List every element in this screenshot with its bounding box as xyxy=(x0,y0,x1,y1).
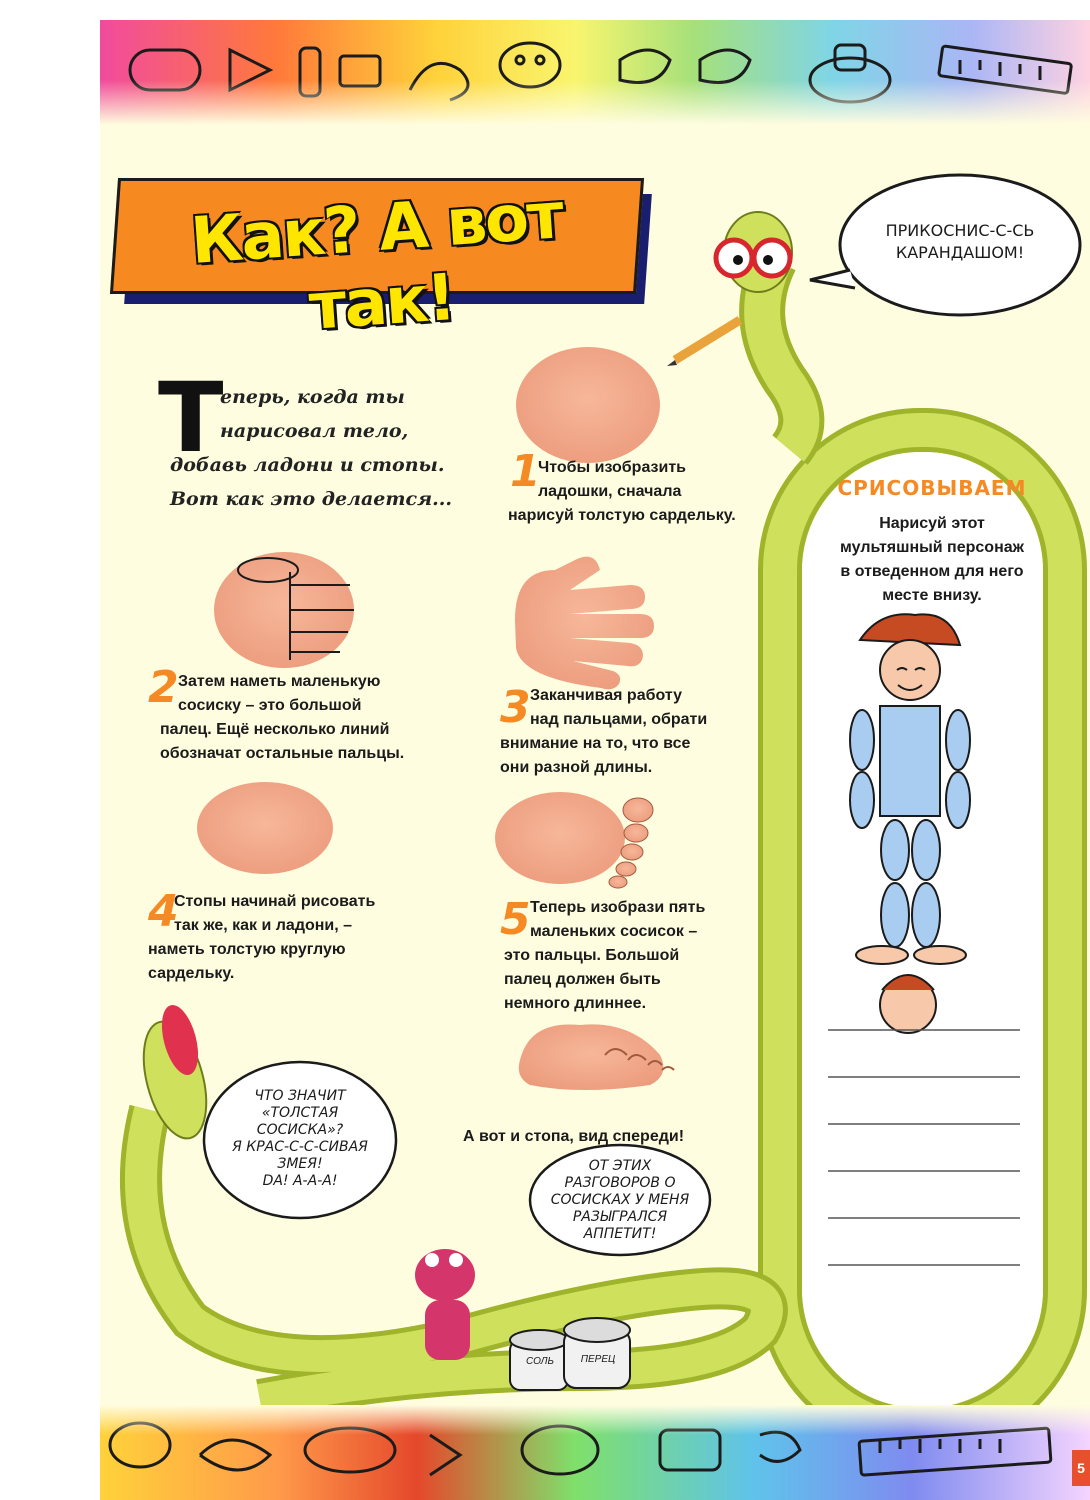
intro-line: еперь, когда ты xyxy=(220,386,405,408)
step-line: сосиску – это большой xyxy=(178,697,362,714)
hand-lines-drawing xyxy=(214,552,354,668)
panel-line: в отведенном для него xyxy=(840,563,1024,580)
step-5-number: 5 xyxy=(500,894,531,945)
bubble-left-text xyxy=(204,1088,396,1190)
step-3-number: 3 xyxy=(500,682,531,733)
step-line: маленьких сосисок – xyxy=(530,923,698,940)
step-line: над пальцами, обрати xyxy=(530,711,708,728)
bubble-line: ЧТО ЗНАЧИТ xyxy=(254,1088,346,1104)
intro-line: добавь ладони и стопы. xyxy=(170,454,445,476)
step-4-number: 4 xyxy=(148,886,179,937)
step-line: Заканчивая работу xyxy=(530,687,682,704)
step-2-text xyxy=(148,670,448,766)
bubble-line: ПРИКОСНИС-С-СЬ xyxy=(885,221,1035,240)
bubble-line: ОТ ЭТИХ xyxy=(588,1158,652,1174)
intro-line: нарисовал тело, xyxy=(220,420,409,442)
intro-line: Вот как это делается... xyxy=(170,488,452,510)
step-line: Затем наметь маленькую xyxy=(178,673,381,690)
bubble-line: СОСИСКАХ У МЕНЯ xyxy=(550,1192,690,1208)
step-4-text xyxy=(148,886,448,986)
bubble-right-text xyxy=(535,1158,705,1243)
bubble-line: АППЕТИТ! xyxy=(583,1226,657,1242)
step-1-number: 1 xyxy=(510,446,541,497)
page xyxy=(100,20,1090,1500)
foot-front-drawing xyxy=(519,1024,674,1090)
panel-text xyxy=(828,512,1036,608)
step-3-text xyxy=(500,684,760,780)
step-line: они разной длины. xyxy=(500,759,653,776)
step-line: внимание на то, что все xyxy=(500,735,691,752)
hand-finished-drawing xyxy=(515,557,654,690)
panel-line: мультяшный персонаж xyxy=(840,539,1024,556)
step-1-text xyxy=(508,456,788,528)
bubble-line: ЗМЕЯ! xyxy=(277,1156,323,1172)
foot-front-caption: А вот и стопа, вид спереди! xyxy=(463,1128,685,1145)
step-line: Теперь изобрази пять xyxy=(530,899,706,916)
bottom-decor-strip xyxy=(100,1405,1090,1500)
page-title: Как? А вот так! xyxy=(188,179,565,345)
bubble-line: «ТОЛСТАЯ xyxy=(261,1105,339,1121)
panel-title: СРИСОВЫВАЕМ xyxy=(837,476,1027,500)
step-line: Стопы начинай рисовать xyxy=(174,893,376,910)
step-line: обозначат остальные пальцы. xyxy=(160,745,405,762)
step-line: нарисуй толстую сардельку. xyxy=(508,507,736,524)
pepper-jar-label: ПЕРЕЦ xyxy=(580,1354,616,1365)
step-2-number: 2 xyxy=(148,662,179,713)
panel-line: месте внизу. xyxy=(882,587,982,604)
salt-jar-label: СОЛЬ xyxy=(526,1356,554,1367)
step-line: палец должен быть xyxy=(504,971,661,988)
bubble-line: РАЗГОВОРОВ О xyxy=(564,1175,676,1191)
foot-sausage-drawing xyxy=(197,782,333,874)
step-line: немного длиннее. xyxy=(504,995,647,1012)
bubble-line: DA! A-A-A! xyxy=(262,1173,338,1189)
bubble-top-text xyxy=(850,220,1070,264)
step-5-text xyxy=(500,896,760,1016)
step-line: так же, как и ладони, – xyxy=(174,917,353,934)
step-line: палец. Ещё несколько линий xyxy=(160,721,390,738)
intro-dropcap: Т xyxy=(158,362,224,474)
bubble-line: КАРАНДАШОМ! xyxy=(895,243,1025,262)
step-line: это пальцы. Большой xyxy=(504,947,680,964)
step-line: сардельку. xyxy=(148,965,235,982)
bubble-line: РАЗЫГРАЛСЯ xyxy=(572,1209,668,1225)
page-number: 5 xyxy=(1072,1450,1090,1486)
bubble-line: Я КРАС-С-С-СИВАЯ xyxy=(232,1139,368,1155)
panel-line: Нарисуй этот xyxy=(879,515,985,532)
step-line: ладошки, сначала xyxy=(538,483,682,500)
step-line: наметь толстую круглую xyxy=(148,941,346,958)
step-line: Чтобы изобразить xyxy=(538,459,687,476)
bubble-line: СОСИСКА»? xyxy=(256,1122,344,1138)
foot-toes-drawing xyxy=(495,792,653,888)
